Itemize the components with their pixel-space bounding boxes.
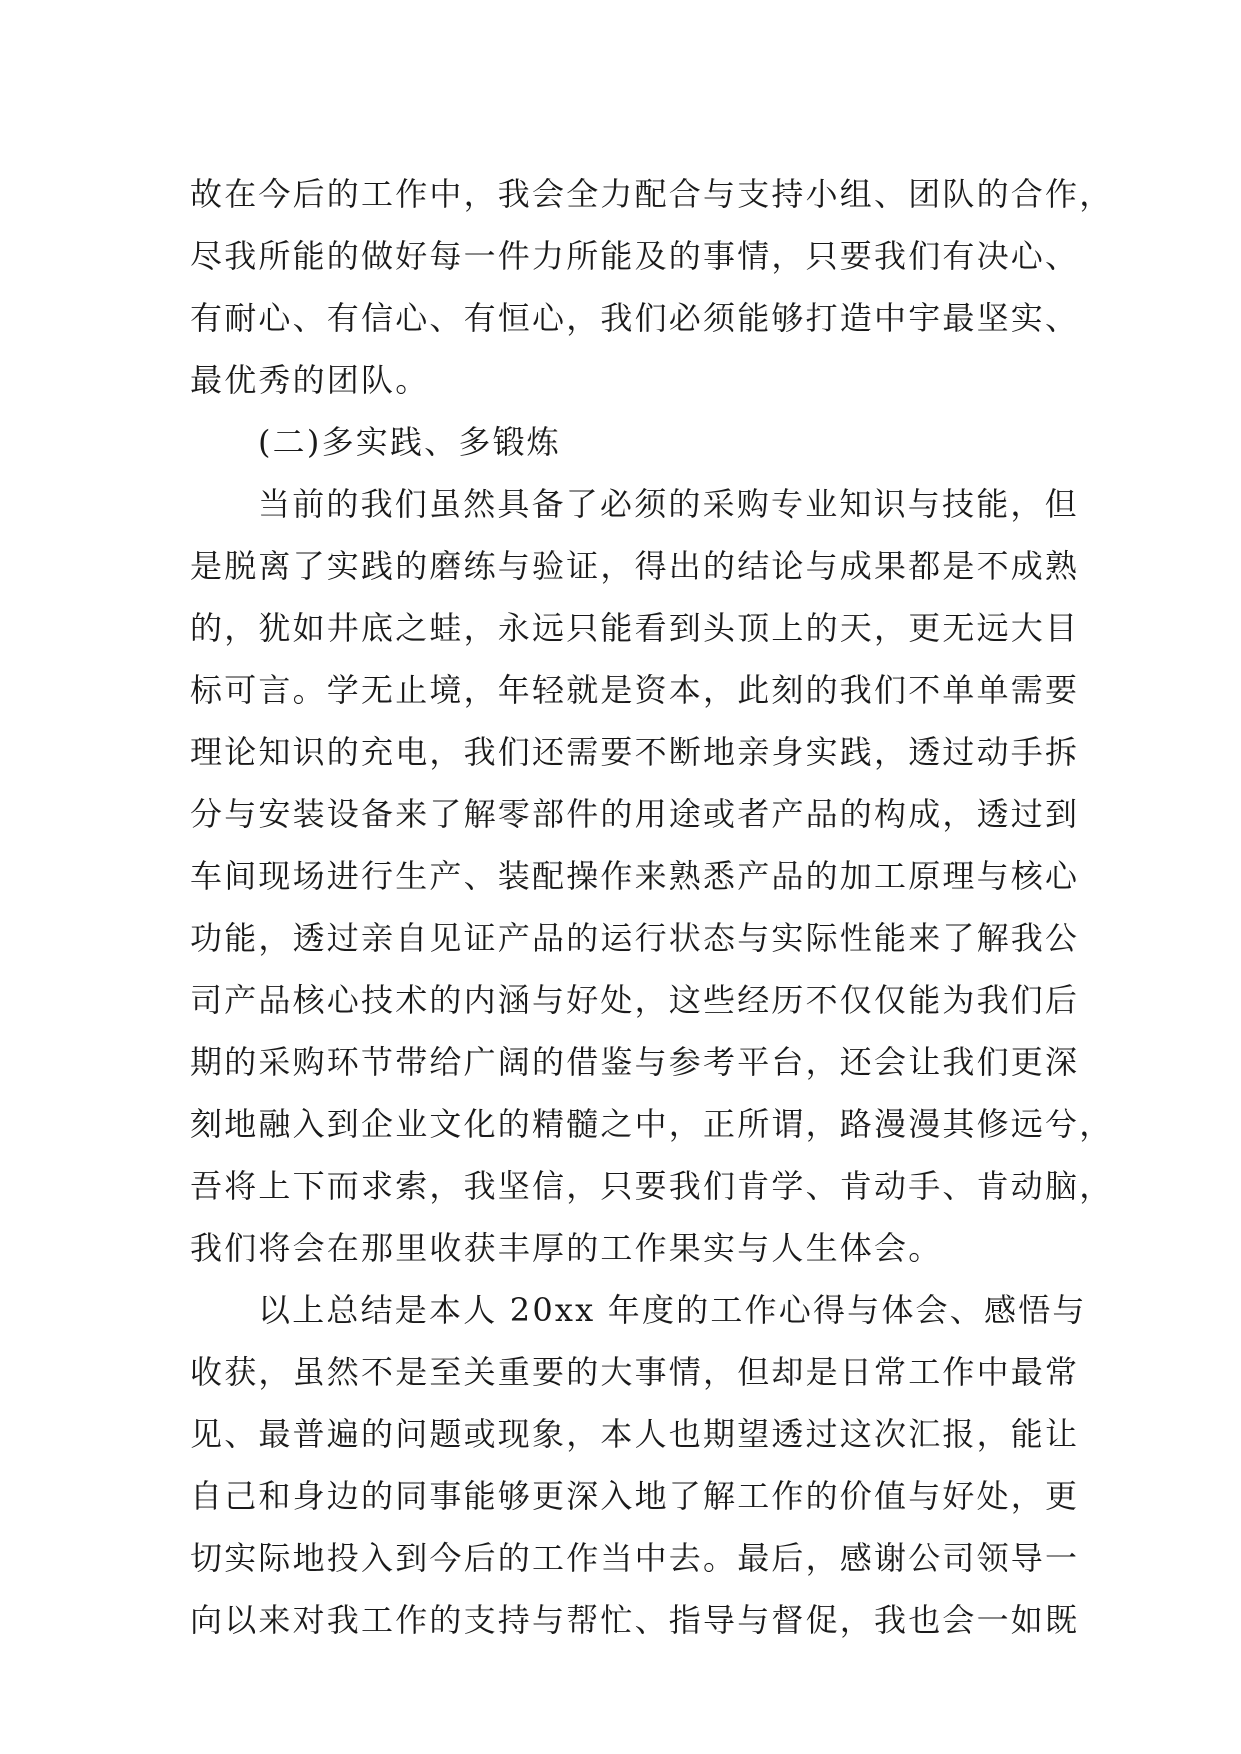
text-line: 期的采购环节带给广阔的借鉴与参考平台，还会让我们更深 — [190, 1043, 1080, 1081]
text-line: 最优秀的团队。 — [190, 361, 430, 399]
text-line: 标可言。学无止境，年轻就是资本，此刻的我们不单单需要 — [190, 671, 1080, 709]
text-line: 分与安装设备来了解零部件的用途或者产品的构成，透过到 — [190, 795, 1080, 833]
text-line: 我们将会在那里收获丰厚的工作果实与人生体会。 — [190, 1229, 943, 1267]
text-line: 吾将上下而求索，我坚信，只要我们肯学、肯动手、肯动脑， — [190, 1167, 1114, 1205]
text-line: 的，犹如井底之蛙，永远只能看到头顶上的天，更无远大目 — [190, 609, 1080, 647]
text-line: 功能，透过亲自见证产品的运行状态与实际性能来了解我公 — [190, 919, 1080, 957]
text-line: 车间现场进行生产、装配操作来熟悉产品的加工原理与核心 — [190, 857, 1080, 895]
section-heading: (二)多实践、多锻炼 — [258, 423, 561, 461]
document-body — [190, 163, 1114, 1651]
text-line: 故在今后的工作中，我会全力配合与支持小组、团队的合作， — [190, 175, 1114, 213]
text-line: 当前的我们虽然具备了必须的采购专业知识与技能，但 — [258, 485, 1079, 523]
text-line: 以上总结是本人 20xx 年度的工作心得与体会、感悟与 — [258, 1291, 1087, 1329]
text-line: 有耐心、有信心、有恒心，我们必须能够打造中宇最坚实、 — [190, 299, 1080, 337]
text-line: 收获，虽然不是至关重要的大事情，但却是日常工作中最常 — [190, 1353, 1080, 1391]
text-line: 司产品核心技术的内涵与好处，这些经历不仅仅能为我们后 — [190, 981, 1080, 1019]
text-line: 尽我所能的做好每一件力所能及的事情，只要我们有决心、 — [190, 237, 1080, 275]
text-line: 自己和身边的同事能够更深入地了解工作的价值与好处，更 — [190, 1477, 1080, 1515]
text-line: 刻地融入到企业文化的精髓之中，正所谓，路漫漫其修远兮， — [190, 1105, 1114, 1143]
text-line: 切实际地投入到今后的工作当中去。最后，感谢公司领导一 — [190, 1539, 1080, 1577]
text-line: 是脱离了实践的磨练与验证，得出的结论与成果都是不成熟 — [190, 547, 1080, 585]
text-line: 理论知识的充电，我们还需要不断地亲身实践，透过动手拆 — [190, 733, 1080, 771]
text-line: 向以来对我工作的支持与帮忙、指导与督促，我也会一如既 — [190, 1601, 1080, 1639]
text-line: 见、最普遍的问题或现象，本人也期望透过这次汇报，能让 — [190, 1415, 1080, 1453]
